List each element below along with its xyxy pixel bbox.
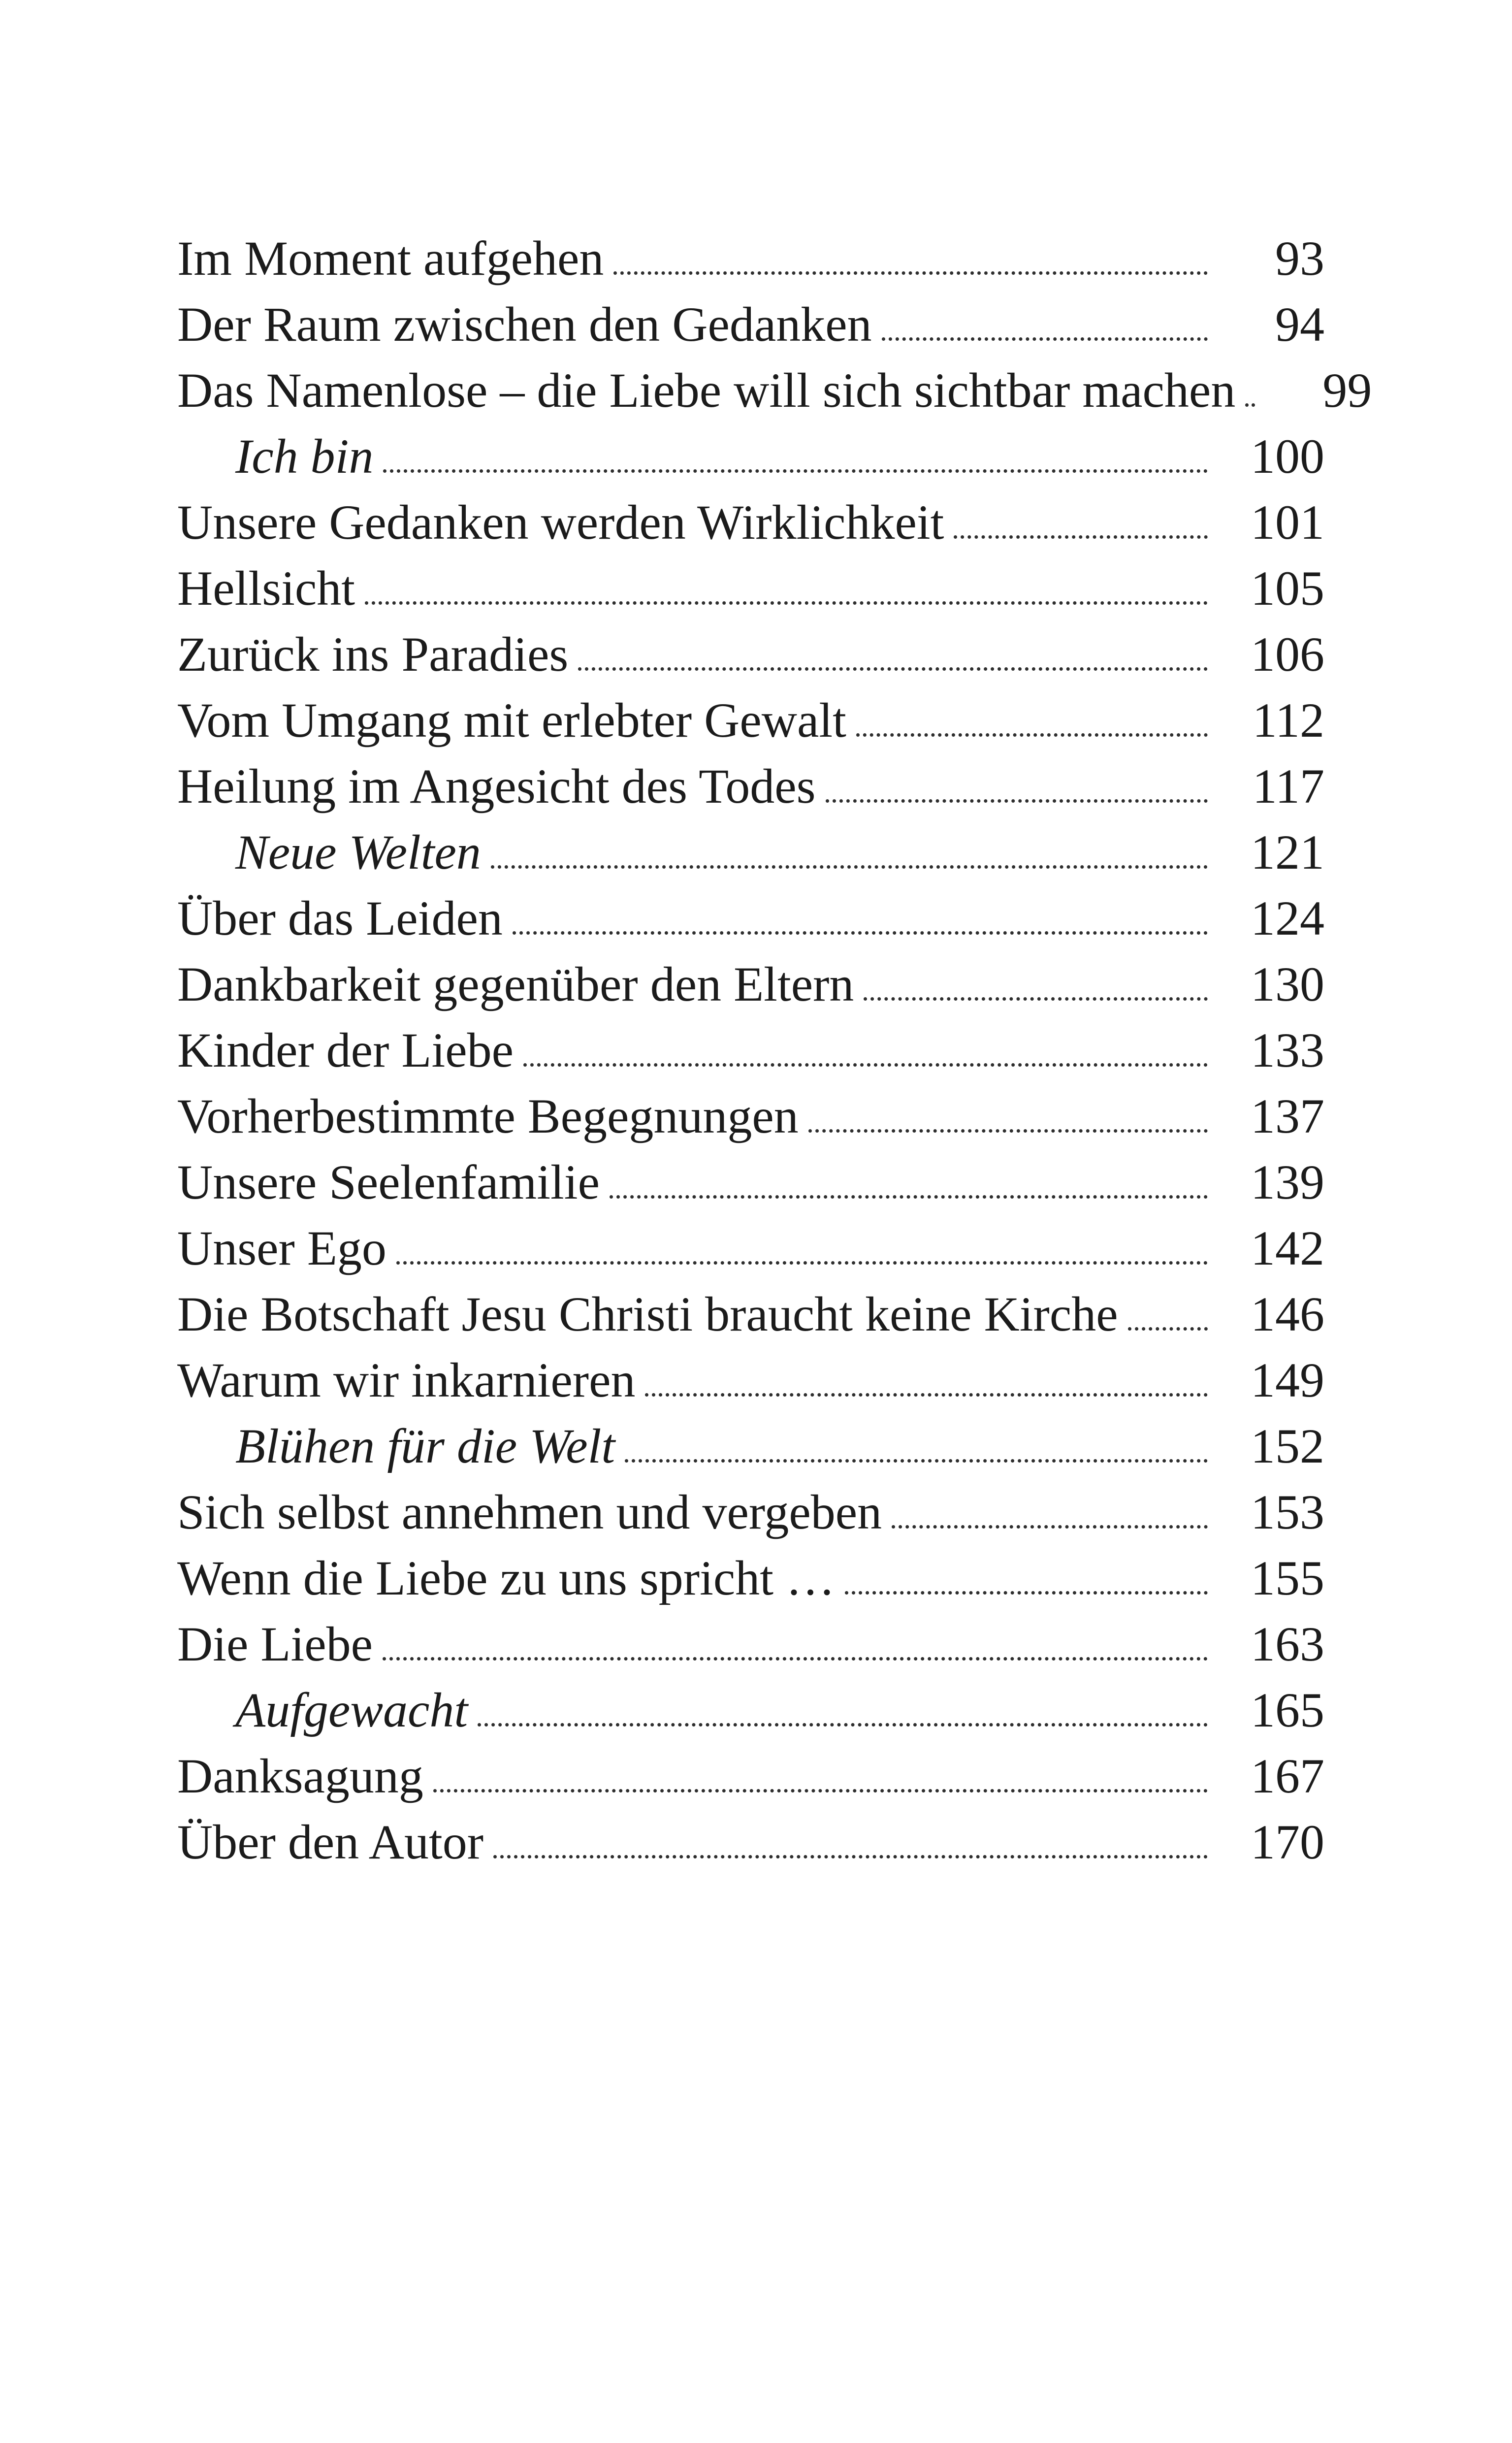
toc-row — [177, 687, 1324, 753]
toc-entry-title: Die Botschaft Jesu Christi braucht keine Kirche — [177, 1287, 1118, 1341]
dot-leader — [892, 1525, 1208, 1529]
toc-entry-title: Wenn die Liebe zu uns spricht … — [177, 1551, 836, 1605]
dot-leader — [610, 1195, 1208, 1199]
toc-entry-title: Ich bin — [235, 429, 374, 484]
page-number: 93 — [1275, 231, 1324, 286]
toc-row — [177, 1083, 1324, 1149]
table-of-contents — [177, 226, 1372, 1875]
toc-row — [177, 1149, 1324, 1215]
dot-leader — [383, 1657, 1208, 1661]
dot-leader — [1128, 1327, 1208, 1331]
page-number: 94 — [1275, 297, 1324, 352]
toc-entry-title: Vom Umgang mit erlebter Gewalt — [177, 693, 846, 748]
page-number: 137 — [1251, 1089, 1324, 1143]
page-number: 142 — [1251, 1221, 1324, 1275]
toc-entry-title: Unsere Gedanken werden Wirklichkeit — [177, 495, 944, 550]
dot-leader — [578, 667, 1208, 671]
dot-leader — [513, 931, 1208, 935]
toc-row — [177, 1611, 1324, 1677]
toc-row — [177, 819, 1324, 885]
dot-leader — [808, 1129, 1208, 1133]
dot-leader — [826, 799, 1208, 803]
toc-entry-title: Über das Leiden — [177, 891, 503, 945]
toc-row — [177, 1545, 1324, 1611]
toc-entry-title: Sich selbst annehmen und vergeben — [177, 1485, 882, 1539]
toc-row — [177, 753, 1324, 819]
page-number: 152 — [1251, 1419, 1324, 1473]
page-number: 146 — [1251, 1287, 1324, 1341]
toc-entry-title: Das Namenlose – die Liebe will sich sichtbar machen — [177, 363, 1236, 418]
dot-leader — [383, 469, 1208, 473]
toc-entry-title: Die Liebe — [177, 1617, 373, 1671]
dot-leader — [625, 1459, 1208, 1463]
toc-entry-title: Unser Ego — [177, 1221, 386, 1275]
page-number: 100 — [1251, 429, 1324, 484]
page-number: 139 — [1251, 1155, 1324, 1209]
toc-row — [177, 292, 1324, 358]
toc-entry-title: Über den Autor — [177, 1815, 484, 1869]
dot-leader — [845, 1591, 1208, 1595]
page-number: 149 — [1251, 1353, 1324, 1407]
toc-entry-title: Unsere Seelenfamilie — [177, 1155, 600, 1209]
toc-entry-title: Warum wir inkarnieren — [177, 1353, 636, 1407]
dot-leader — [493, 1855, 1208, 1858]
dot-leader — [856, 733, 1208, 737]
toc-row — [177, 1413, 1324, 1479]
dot-leader — [645, 1393, 1208, 1397]
page-number: 105 — [1251, 561, 1324, 616]
dot-leader — [1245, 403, 1255, 407]
dot-leader — [478, 1723, 1208, 1726]
toc-entry-title: Blühen für die Welt — [235, 1419, 615, 1473]
dot-leader — [954, 535, 1208, 539]
page-number: 112 — [1252, 693, 1324, 748]
page-number: 165 — [1251, 1683, 1324, 1737]
dot-leader — [523, 1063, 1208, 1067]
toc-row — [177, 951, 1324, 1017]
toc-entry-title: Neue Welten — [235, 825, 481, 879]
page-number: 133 — [1251, 1023, 1324, 1077]
page-number: 106 — [1251, 627, 1324, 682]
toc-row — [177, 1479, 1324, 1545]
toc-row — [177, 423, 1324, 489]
toc-row — [177, 1743, 1324, 1809]
toc-row — [177, 226, 1324, 292]
dot-leader — [365, 601, 1208, 605]
toc-entry-title: Im Moment aufgehen — [177, 231, 604, 286]
toc-entry-title: Hellsicht — [177, 561, 355, 616]
page-number: 99 — [1322, 363, 1372, 418]
dot-leader — [864, 997, 1208, 1001]
dot-leader — [396, 1261, 1208, 1265]
toc-row — [177, 489, 1324, 555]
toc-row — [177, 1809, 1324, 1875]
page-number: 130 — [1251, 957, 1324, 1011]
toc-row — [177, 1677, 1324, 1743]
toc-row — [177, 621, 1324, 687]
toc-entry-title: Der Raum zwischen den Gedanken — [177, 297, 872, 352]
dot-leader — [491, 865, 1208, 869]
dot-leader — [613, 271, 1208, 275]
toc-entry-title: Aufgewacht — [235, 1683, 468, 1737]
page-number: 124 — [1251, 891, 1324, 945]
toc-row — [177, 1215, 1324, 1281]
toc-entry-title: Kinder der Liebe — [177, 1023, 514, 1077]
dot-leader — [882, 337, 1208, 341]
page-number: 170 — [1251, 1815, 1324, 1869]
page-number: 101 — [1251, 495, 1324, 550]
page-number: 167 — [1251, 1749, 1324, 1803]
toc-entry-title: Vorherbestimmte Begegnungen — [177, 1089, 799, 1143]
toc-row — [177, 358, 1372, 423]
page-number: 163 — [1251, 1617, 1324, 1671]
toc-list — [177, 226, 1372, 1875]
toc-entry-title: Dankbarkeit gegenüber den Eltern — [177, 957, 854, 1011]
toc-entry-title: Heilung im Angesicht des Todes — [177, 759, 816, 814]
page-number: 117 — [1252, 759, 1324, 814]
toc-row — [177, 885, 1324, 951]
toc-row — [177, 1017, 1324, 1083]
toc-entry-title: Zurück ins Paradies — [177, 627, 569, 682]
page-number: 155 — [1251, 1551, 1324, 1605]
page-number: 121 — [1251, 825, 1324, 879]
toc-row — [177, 555, 1324, 621]
toc-row — [177, 1281, 1324, 1347]
page-number: 153 — [1251, 1485, 1324, 1539]
toc-entry-title: Danksagung — [177, 1749, 423, 1803]
toc-row — [177, 1347, 1324, 1413]
dot-leader — [433, 1789, 1208, 1792]
